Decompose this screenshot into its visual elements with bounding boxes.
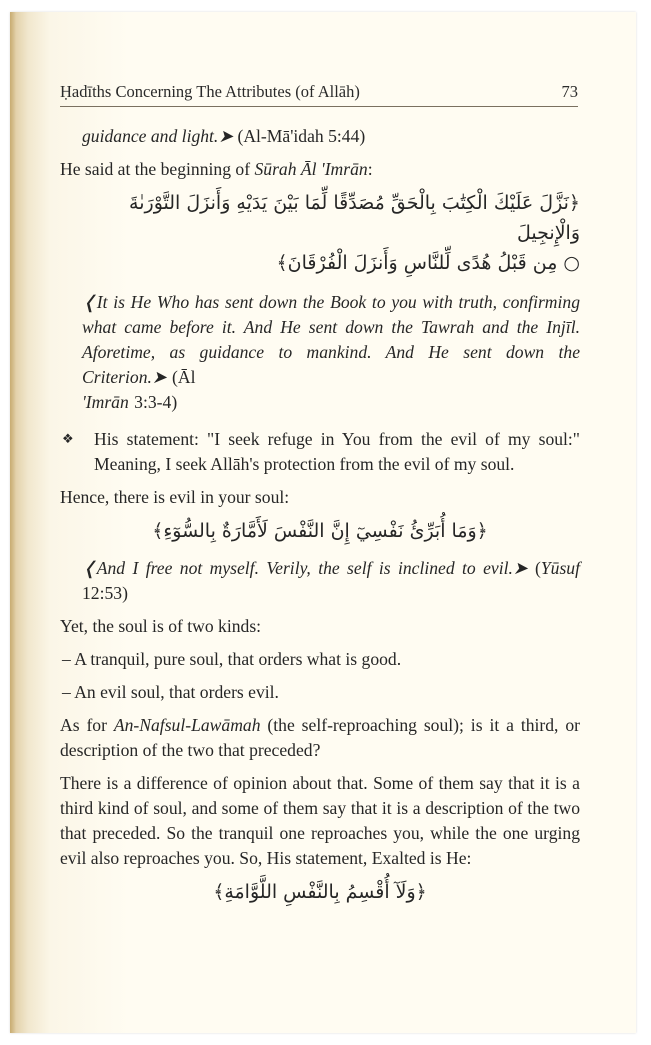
paragraph-difference-of-opinion: There is a difference of opinion about that. Some of them say that it is a third kind of soul, and some of them say that it is a description of the two that preceded. So the tranquil one reproaches you, while the one urging evil also reproaches you. So, His statement, Exalted is He: (60, 773, 580, 868)
reference-yusuf-c: 12:53) (82, 583, 128, 603)
header-rule (60, 106, 578, 107)
reference-yusuf-a: ( (527, 558, 541, 578)
arabic-verse-line-1: ﴿نَزَّلَ عَلَيْكَ الْكِتَٰبَ بِالْحَقِّ مُصَدِّقًا لِّمَا بَيْنَ يَدَيْهِ وَأَنزَلَ التَّوْرَىٰةَ وَالْإِنجِيلَ (129, 192, 580, 244)
arabic-verse-line-2: ○ مِن قَبْلُ هُدًى لِّلنَّاسِ وَأَنزَلَ الْفُرْقَانَ﴾ (276, 252, 580, 274)
list-item-evil-soul: – An evil soul, that orders evil. (62, 682, 279, 702)
intro-text: He said at the beginning of (60, 159, 255, 179)
list-item-tranquil-soul: – A tranquil, pure soul, that orders what is good. (62, 649, 402, 669)
reference-imran-c: 3:3-4) (128, 392, 178, 412)
running-title: Ḥadīths Concerning The Attributes (of Allāh) (60, 82, 360, 101)
paragraph-intro-imran (60, 157, 580, 182)
bullet-statement-text: His statement: "I seek refuge in You from the evil of my soul:" Meaning, I seek Allāh's protection from the evil of my soul. (94, 429, 580, 474)
running-header (60, 82, 578, 106)
arabic-verse-yusuf: ﴿وَمَا أُبَرِّئُ نَفْسِيٓ إِنَّ النَّفْسَ لَأَمَّارَةٌ بِالسُّوٓءِ﴾ (152, 520, 488, 542)
arabic-verse-qiyamah: ﴿وَلَآ أُقْسِمُ بِالنَّفْسِ اللَّوَّامَةِ﴾ (213, 881, 427, 903)
paragraph-evil-soul: Hence, there is evil in your soul: (60, 487, 290, 507)
lawamah-rest: (the self-reproaching soul); is it a third, or description of the two that preceded? (60, 715, 581, 760)
arabic-verse-imran (60, 188, 580, 278)
lawamah-lead: As for (60, 715, 114, 735)
paragraph-two-kinds: Yet, the soul is of two kinds: (60, 616, 262, 636)
intro-colon: : (367, 159, 373, 179)
paragraph-lawamah (60, 713, 580, 763)
bullet-statement (60, 427, 580, 477)
reference-imran-a: (Āl (166, 367, 196, 387)
verse-continuation-italic: guidance and light.➤ (82, 126, 234, 146)
verse-reference-maidah: (Al-Mā'idah 5:44) (233, 126, 366, 146)
surah-name: Sūrah Āl 'Imrān (254, 159, 368, 179)
translation-text-yusuf: ❬And I free not myself. Verily, the self is inclined to evil.➤ (82, 558, 528, 578)
reference-yusuf-b: Yūsuf (540, 558, 580, 578)
translation-quote-imran (60, 290, 580, 415)
translation-quote-yusuf (60, 556, 580, 606)
verse-continuation (60, 124, 580, 149)
page-body (60, 124, 580, 917)
book-page (10, 12, 636, 1033)
page-number: 73 (561, 82, 578, 101)
lawamah-term: An-Nafsul-Lawāmah (113, 715, 261, 735)
reference-imran-b: 'Imrān (82, 392, 129, 412)
translation-text-imran: ❬It is He Who has sent down the Book to you with truth, confirming what came before it. And He sent down the Tawrah and the Injīl. Aforetime, as guidance to mankind. And He sent down the Criterion.➤ (82, 292, 580, 387)
diamond-bullet-icon: ❖ (62, 432, 74, 447)
